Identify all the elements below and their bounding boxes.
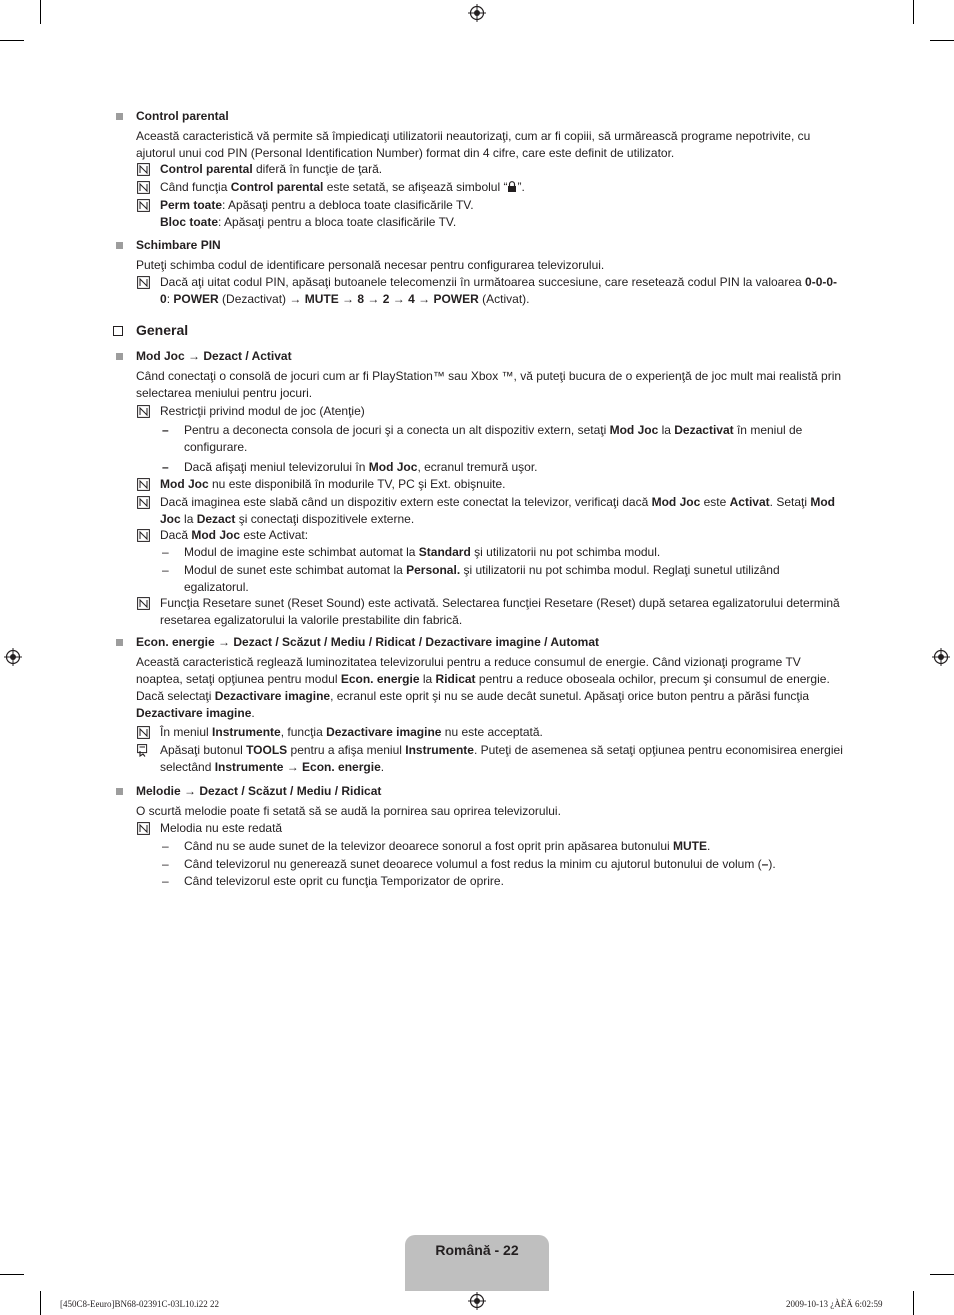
econ-note-1: În meniul Instrumente, funcţia Dezactivare imagine nu este acceptată. [160,725,543,739]
crop-mark [40,0,41,24]
print-timestamp: 2009-10-13 ¿ÀÈÄ 6:02:59 [786,1299,883,1309]
registration-mark-icon [468,4,486,22]
dash-bullet: – [162,563,169,577]
crop-mark [913,0,914,24]
note-icon [137,496,150,509]
crop-mark [0,1274,24,1275]
melodie-dash-2: Când televizorul nu generează sunet deoarece volumul a fost redus la minim cu ajutorul butonului de volum (–). [184,857,776,871]
parental-note-2: Când funcţia Control parental este setată, se afişează simbolul “ ”. [160,180,525,194]
dash-bullet: – [162,423,169,437]
melodie-dash-3: Când televizorul este oprit cu funcţia Temporizator de oprire. [184,874,504,888]
bullet-square-icon [116,639,123,646]
section-title-general: General [136,322,189,338]
econ-tools-note: Apăsaţi butonul TOOLS pentru a afişa meniul Instrumente. Puteţi de asemenea să setaţi opţiunea pentru economisirea energiei selectând Instrumente → Econ. energie. [160,743,843,774]
pin-intro: Puteţi schimba codul de identificare personală necesar pentru configurarea televizorului. [136,258,605,272]
section-heading-econ: Econ. energie → Dezact / Scăzut / Mediu / Ridicat / Dezactivare imagine / Automat [136,635,600,649]
econ-para-1: Această caracteristică reglează luminozitatea televizorului pentru a reduce consumul de energie. Când vizionaţi programe TV noaptea, setaţi opţiunea pentru modul Econ. energie la Ridicat pentru a reduce oboseala ochilor, precum şi consumul de energie. [136,655,830,686]
econ-para-2: Dacă selectaţi Dezactivare imagine, ecranul este oprit şi nu se aude decât sunetul. Apăsaţi orice buton pentru a părăsi funcţia Dezactivare imagine. [136,689,810,720]
note-icon [137,405,150,418]
modjoc-dash-3: Modul de imagine este schimbat automat la Standard şi utilizatorii nu pot schimba modul. [184,545,661,559]
crop-mark [930,1274,954,1275]
modjoc-intro: Când conectaţi o consolă de jocuri cum ar fi PlayStation™ sau Xbox ™, vă puteţi bucura de o experienţă de joc mult mai realistă prin selectarea meniului pentru jocuri. [136,369,842,400]
bullet-square-icon [116,353,123,360]
bullet-square-icon [116,788,123,795]
modjoc-note-4: Dacă Mod Joc este Activat: [160,528,309,542]
note-icon [137,181,150,194]
melodie-dash-1: Când nu se aude sunet de la televizor deoarece sonorul a fost oprit prin apăsarea butonului MUTE. [184,839,711,853]
parental-intro: Această caracteristică vă permite să împiedicaţi utilizatorii neautorizaţi, cum ar fi copiii, să urmărească programe nepotrivite, cu ajutorul unui cod PIN (Personal Identification Number) format din 4 cifre, care este definit de utilizator. [136,129,811,160]
melodie-note-1: Melodia nu este redată [160,821,283,835]
modjoc-note-3: Dacă imaginea este slabă când un dispozitiv extern este conectat la televizor, verificaţi dacă Mod Joc este Activat. Setaţi Mod Joc la Dezact şi conectaţi dispozitivele externe. [160,495,835,526]
note-icon [137,597,150,610]
registration-mark-icon [468,1292,486,1310]
crop-mark [930,40,954,41]
dash-bullet: – [162,857,169,871]
note-icon [137,529,150,542]
bullet-square-icon [116,113,123,120]
parental-note-1: Control parental diferă în funcţie de ţară. [160,162,383,176]
page-number-label: Română - 22 [435,1242,519,1258]
registration-mark-icon [932,648,950,666]
tools-icon [137,744,150,757]
section-heading-modjoc: Mod Joc → Dezact / Activat [136,349,292,363]
lock-icon [507,181,517,192]
note-icon [137,822,150,835]
print-file-info: [450C8-Eeuro]BN68-02391C-03L10.i22 22 [60,1299,219,1309]
registration-mark-icon [4,648,22,666]
dash-bullet: – [162,839,169,853]
pin-note: Dacă aţi uitat codul PIN, apăsaţi butoanele telecomenzii în următoarea succesiune, care resetează codul PIN la valoarea 0-0-0-0: POWER (Dezactivat) → MUTE → 8 → 2 → 4 → POWER (Activat). [160,275,838,306]
modjoc-note-2: Mod Joc nu este disponibilă în modurile TV, PC şi Ext. obişnuite. [160,477,506,491]
modjoc-note-5: Funcţia Resetare sunet (Reset Sound) este activată. Selectarea funcţiei Resetare (Reset) după setarea egalizatorului determină resetarea egalizatorului la valorile prestabilite din fabrică. [160,596,840,627]
crop-mark [40,1291,41,1315]
modjoc-dash-2: Dacă afişaţi meniul televizorului în Mod Joc, ecranul tremură uşor. [184,460,538,474]
note-icon [137,163,150,176]
modjoc-dash-1: Pentru a deconecta consola de jocuri şi a conecta un alt dispozitiv extern, setaţi Mod Joc la Dezactivat în meniul de configurare. [184,423,803,454]
dash-bullet: – [162,460,169,474]
note-icon [137,478,150,491]
modjoc-note-1: Restricţii privind modul de joc (Atenţie) [160,404,365,418]
dash-bullet: – [162,545,169,559]
section-heading-melodie: Melodie → Dezact / Scăzut / Mediu / Ridicat [136,784,382,798]
section-heading-parental: Control parental [136,109,229,123]
note-icon [137,726,150,739]
crop-mark [0,40,24,41]
crop-mark [913,1291,914,1315]
dash-bullet: – [162,874,169,888]
melodie-intro: O scurtă melodie poate fi setată să se audă la pornirea sau oprirea televizorului. [136,804,561,818]
note-icon [137,276,150,289]
bullet-square-icon [116,242,123,249]
parental-note-3: Perm toate: Apăsaţi pentru a debloca toate clasificările TV. Bloc toate: Apăsaţi pentru a bloca toate clasificările TV. [160,198,474,229]
section-heading-pin: Schimbare PIN [136,238,221,252]
note-icon [137,199,150,212]
section-checkbox-icon [113,326,123,336]
modjoc-dash-4: Modul de sunet este schimbat automat la Personal. şi utilizatorii nu pot schimba modul. Reglaţi sunetul utilizând egalizatorul. [184,563,780,594]
